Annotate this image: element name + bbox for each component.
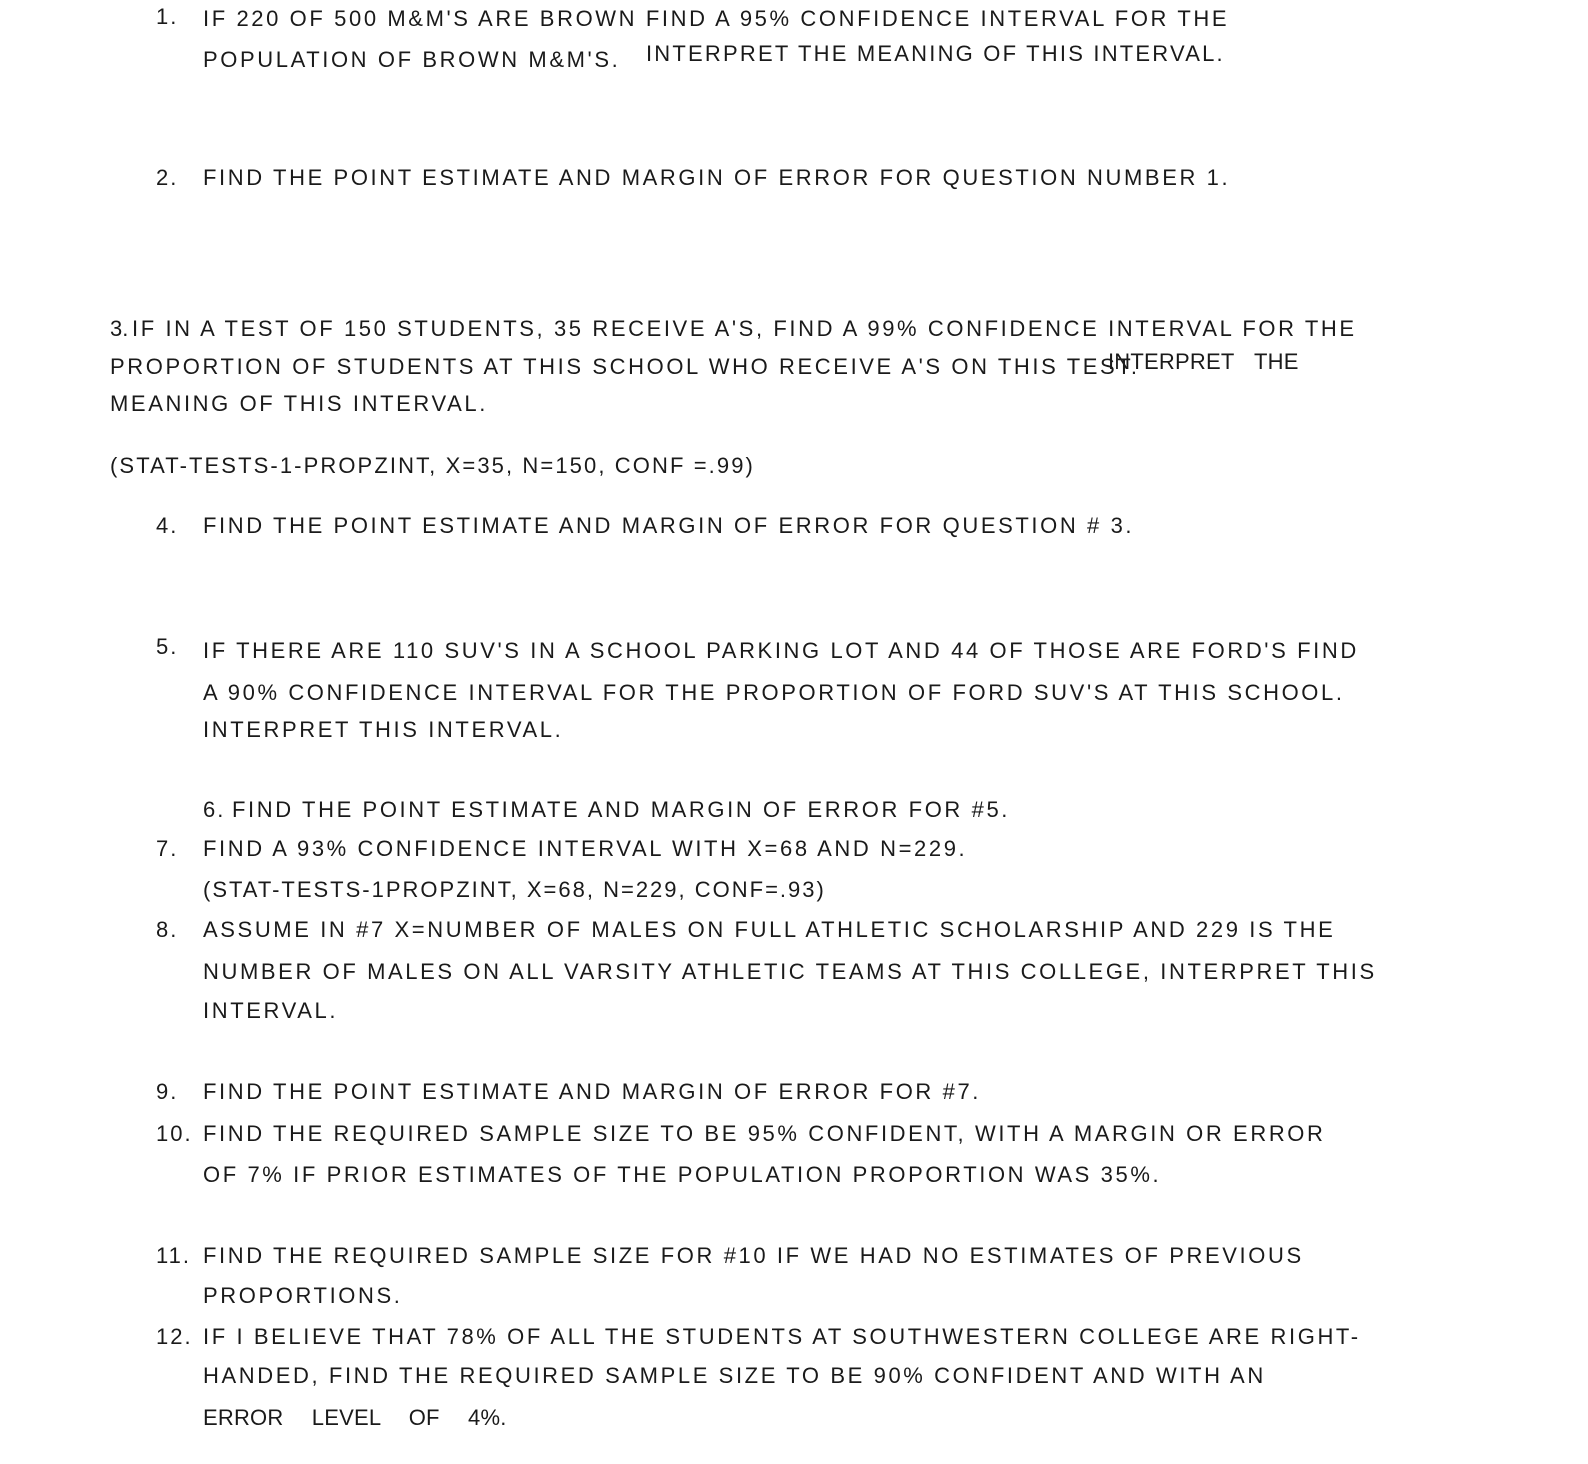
question-text-line: ERROR LEVEL OF 4%.: [203, 1405, 507, 1430]
question-text-line: OF 7% IF PRIOR ESTIMATES OF THE POPULATION PROPORTION WAS 35%.: [203, 1162, 1162, 1187]
question-text-line: FIND A 93% CONFIDENCE INTERVAL WITH X=68 AND N=229.: [203, 836, 968, 861]
question-number: 8.: [156, 917, 179, 942]
question-text-line: A 90% CONFIDENCE INTERVAL FOR THE PROPORTION OF FORD SUV'S AT THIS SCHOOL.: [203, 680, 1345, 705]
question-number: 11.: [156, 1243, 191, 1268]
question-number: 7.: [156, 836, 179, 861]
question-number: 2.: [156, 165, 179, 190]
question-text-line: THE: [1254, 349, 1299, 374]
question-text-line: PROPORTION OF STUDENTS AT THIS SCHOOL WHO RECEIVE A'S ON THIS TEST.: [110, 354, 1140, 379]
question-text-line: FIND THE POINT ESTIMATE AND MARGIN OF ERROR FOR #5.: [232, 797, 1011, 822]
question-text-line: IF I BELIEVE THAT 78% OF ALL THE STUDENTS AT SOUTHWESTERN COLLEGE ARE RIGHT-: [203, 1324, 1361, 1349]
question-text-line: FIND THE POINT ESTIMATE AND MARGIN OF ERROR FOR QUESTION NUMBER 1.: [203, 165, 1231, 190]
question-text-line: IF 220 OF 500 M&M'S ARE BROWN FIND A 95% CONFIDENCE INTERVAL FOR THE: [203, 6, 1230, 31]
question-text-line: NUMBER OF MALES ON ALL VARSITY ATHLETIC TEAMS AT THIS COLLEGE, INTERPRET THIS: [203, 959, 1377, 984]
question-text-line: FIND THE POINT ESTIMATE AND MARGIN OF ERROR FOR #7.: [203, 1079, 982, 1104]
question-text-line: INTERPRET THE MEANING OF THIS INTERVAL.: [646, 41, 1225, 66]
calculator-note: (STAT-TESTS-1PROPZINT, X=68, N=229, CONF=.93): [203, 877, 826, 902]
question-number: 1.: [156, 4, 179, 29]
question-number: 6.: [203, 797, 226, 822]
question-text-line: FIND THE POINT ESTIMATE AND MARGIN OF ERROR FOR QUESTION # 3.: [203, 513, 1135, 538]
question-text-line: INTERVAL.: [203, 998, 339, 1023]
question-text-line: IF IN A TEST OF 150 STUDENTS, 35 RECEIVE A'S, FIND A 99% CONFIDENCE INTERVAL FOR THE: [132, 316, 1357, 341]
question-number: 9.: [156, 1079, 179, 1104]
question-text-line: FIND THE REQUIRED SAMPLE SIZE FOR #10 IF WE HAD NO ESTIMATES OF PREVIOUS: [203, 1243, 1304, 1268]
question-text-line: IF THERE ARE 110 SUV'S IN A SCHOOL PARKING LOT AND 44 OF THOSE ARE FORD'S FIND: [203, 638, 1359, 663]
question-number: 5.: [156, 634, 179, 659]
question-text-line: INTERPRET: [1108, 349, 1235, 374]
question-number: 12.: [156, 1324, 193, 1349]
question-text-line: MEANING OF THIS INTERVAL.: [110, 391, 488, 416]
calculator-note: (STAT-TESTS-1-PROPZINT, X=35, N=150, CONF =.99): [110, 453, 755, 478]
question-number: 3.: [110, 316, 129, 341]
question-number: 4.: [156, 513, 179, 538]
question-text-line: HANDED, FIND THE REQUIRED SAMPLE SIZE TO BE 90% CONFIDENT AND WITH AN: [203, 1363, 1266, 1388]
question-text-line: FIND THE REQUIRED SAMPLE SIZE TO BE 95% CONFIDENT, WITH A MARGIN OR ERROR: [203, 1121, 1326, 1146]
question-text-line: ASSUME IN #7 X=NUMBER OF MALES ON FULL ATHLETIC SCHOLARSHIP AND 229 IS THE: [203, 917, 1336, 942]
question-text-line: POPULATION OF BROWN M&M'S.: [203, 47, 621, 72]
question-text-line: INTERPRET THIS INTERVAL.: [203, 717, 564, 742]
question-number: 10.: [156, 1121, 193, 1146]
question-text-line: PROPORTIONS.: [203, 1283, 403, 1308]
